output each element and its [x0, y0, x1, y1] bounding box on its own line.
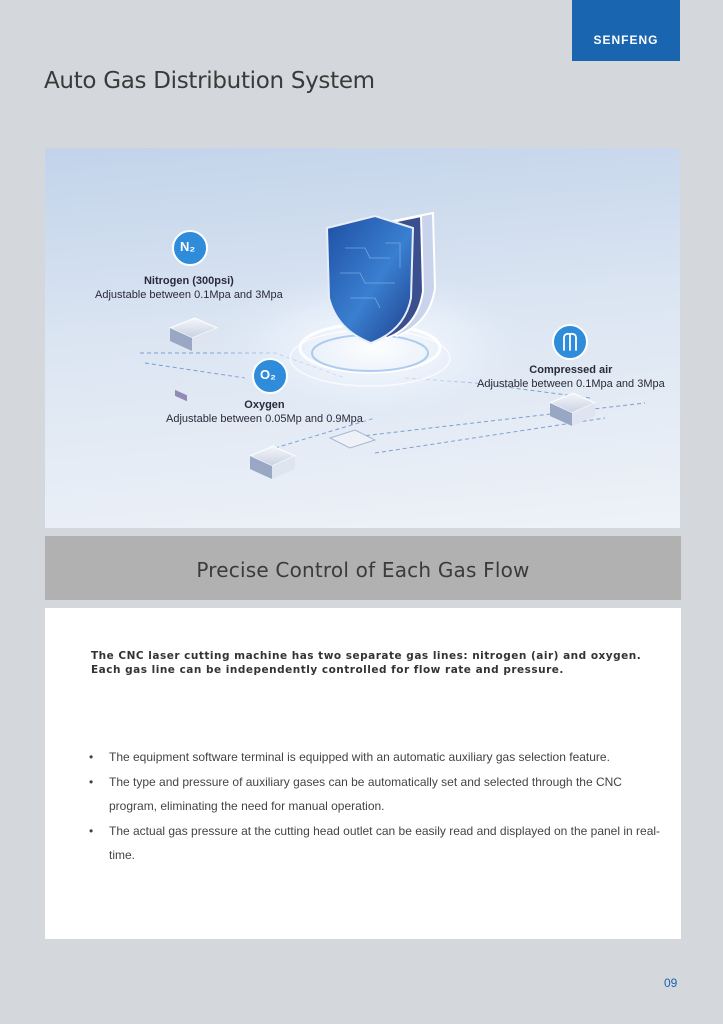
nitrogen-name: Nitrogen (300psi) — [143, 275, 234, 287]
list-item — [89, 770, 669, 819]
list-item-text: The actual gas pressure at the cutting head outlet can be easily read and displayed on the panel in real-time. — [109, 823, 661, 862]
content-card — [45, 608, 681, 939]
oxygen-name: Oxygen — [244, 399, 285, 411]
brand-logo — [572, 0, 680, 61]
list-item — [89, 745, 669, 770]
list-item-text: The equipment software terminal is equipped with an automatic auxiliary gas selection feature. — [109, 750, 610, 764]
intro-line: The CNC laser cutting machine has two separate gas lines: nitrogen (air) and oxygen. — [91, 650, 642, 662]
bullet-icon: • — [89, 774, 94, 789]
intro-paragraph — [91, 649, 651, 677]
oxygen-range: Adjustable between 0.05Mp and 0.9Mpa — [166, 413, 363, 425]
nitrogen-range: Adjustable between 0.1Mpa and 3Mpa — [95, 289, 283, 301]
intro-line: Each gas line can be independently controlled for flow rate and pressure. — [91, 664, 564, 676]
list-item — [89, 819, 669, 868]
compressed-air-caption — [477, 363, 665, 391]
section-subtitle: Precise Control of Each Gas Flow — [196, 558, 530, 582]
feature-list — [89, 745, 669, 868]
oxygen-caption — [166, 398, 363, 426]
list-item-text: The type and pressure of auxiliary gases can be automatically set and selected through the CNC program, eliminating the need for manual operation. — [109, 774, 622, 813]
compressed-air-name: Compressed air — [529, 364, 613, 376]
page-number: 09 — [664, 976, 678, 990]
page-title: Auto Gas Distribution System — [44, 68, 375, 94]
hero-illustration — [45, 148, 680, 528]
brand-name: SENFENG — [593, 32, 659, 47]
compressed-air-range: Adjustable between 0.1Mpa and 3Mpa — [477, 378, 665, 390]
oxygen-icon: O₂ — [260, 367, 276, 382]
nitrogen-caption — [95, 274, 283, 302]
oxygen-unit — [250, 446, 295, 479]
bullet-icon: • — [89, 823, 94, 838]
nitrogen-icon: N₂ — [180, 239, 196, 254]
gas-system-graphic — [45, 148, 680, 528]
bullet-icon: • — [89, 750, 94, 764]
section-subtitle-bar — [45, 536, 681, 600]
